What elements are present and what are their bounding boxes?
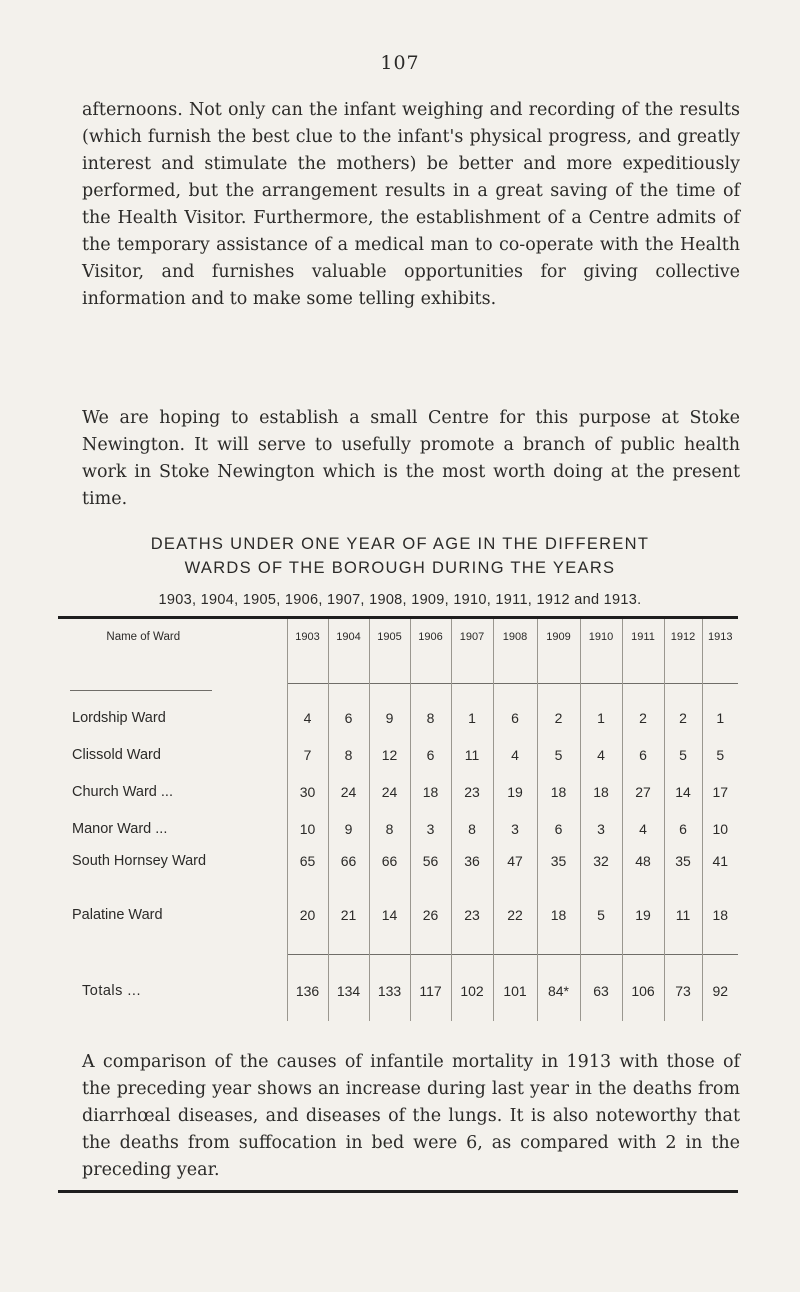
infant-deaths-table xyxy=(58,619,738,1021)
death-count: 47 xyxy=(493,848,537,897)
header-year: 1904 xyxy=(328,619,369,683)
death-count: 66 xyxy=(328,848,369,897)
ward-name: Palatine Ward xyxy=(72,907,163,923)
death-count: 19 xyxy=(493,774,537,811)
table-title-line-2: WARDS OF THE BOROUGH DURING THE YEARS xyxy=(184,559,616,577)
total-count: 92 xyxy=(702,973,738,1009)
table-header-row xyxy=(58,619,738,683)
header-underline-row xyxy=(58,683,738,700)
death-count: 1 xyxy=(702,700,738,737)
total-count: 84* xyxy=(537,973,580,1009)
death-count: 30 xyxy=(287,774,328,811)
death-count: 12 xyxy=(369,737,410,774)
header-year: 1908 xyxy=(493,619,537,683)
table-row xyxy=(58,737,738,774)
death-count: 4 xyxy=(622,811,664,848)
paragraph-centre-benefits: afternoons. Not only can the infant weighing and recording of the results (which furnish the best clue to the infant's physical progress, and greatly interest and stimulate the mothers) be better and more expeditiously performed, but the arrangement results in a great saving of the time of the Health Visitor. Furthermore, the establishment of a Centre admits of the temporary assistance of a medical man to co-operate with the Health Visitor, and furnishes valuable opportunities for giving collective information and to make some telling exhibits. xyxy=(82,100,740,309)
death-count: 10 xyxy=(702,811,738,848)
death-count: 2 xyxy=(664,700,702,737)
death-count: 8 xyxy=(369,811,410,848)
death-count: 2 xyxy=(537,700,580,737)
death-count: 27 xyxy=(622,774,664,811)
death-count: 23 xyxy=(451,897,493,934)
header-year: 1907 xyxy=(451,619,493,683)
header-year: 1912 xyxy=(664,619,702,683)
totals-label: Totals ... xyxy=(82,982,141,999)
death-count: 4 xyxy=(493,737,537,774)
total-count: 117 xyxy=(410,973,451,1009)
death-count: 32 xyxy=(580,848,622,897)
death-count: 26 xyxy=(410,897,451,934)
paragraph-stoke-newington-centre: We are hoping to establish a small Centre for this purpose at Stoke Newington. It will serve to usefully promote a branch of public health work in Stoke Newington which is the most worth doing at the present time. xyxy=(82,408,740,509)
death-count: 3 xyxy=(410,811,451,848)
death-count: 9 xyxy=(328,811,369,848)
death-count: 5 xyxy=(664,737,702,774)
paragraph-mortality-comparison: A comparison of the causes of infantile mortality in 1913 with those of the preceding year shows an increase during last year in the deaths from diarrhœal diseases, and diseases of the lungs. It is also noteworthy that the deaths from suffocation in bed were 6, as compared with 2 in the preceding year. xyxy=(82,1052,740,1180)
death-count: 5 xyxy=(702,737,738,774)
table-row xyxy=(58,811,738,848)
death-count: 14 xyxy=(664,774,702,811)
death-count: 9 xyxy=(369,700,410,737)
totals-row xyxy=(58,973,738,1009)
ward-name: Church Ward ... xyxy=(72,784,173,800)
death-count: 11 xyxy=(664,897,702,934)
death-count: 18 xyxy=(537,897,580,934)
header-year: 1910 xyxy=(580,619,622,683)
table-row xyxy=(58,848,738,897)
header-year: 1903 xyxy=(287,619,328,683)
death-count: 21 xyxy=(328,897,369,934)
table-row xyxy=(58,700,738,737)
death-count: 1 xyxy=(451,700,493,737)
death-count: 8 xyxy=(328,737,369,774)
header-underline xyxy=(58,683,287,700)
death-count: 3 xyxy=(580,811,622,848)
header-year: 1909 xyxy=(537,619,580,683)
header-year: 1911 xyxy=(622,619,664,683)
death-count: 24 xyxy=(369,774,410,811)
death-count: 56 xyxy=(410,848,451,897)
death-count: 6 xyxy=(410,737,451,774)
death-count: 6 xyxy=(664,811,702,848)
death-count: 35 xyxy=(664,848,702,897)
totals-separator-row xyxy=(58,954,738,973)
death-count: 14 xyxy=(369,897,410,934)
table-bottom-rule xyxy=(58,1190,738,1193)
death-count: 1 xyxy=(580,700,622,737)
death-count: 6 xyxy=(493,700,537,737)
spacer-row xyxy=(58,1009,738,1021)
death-count: 20 xyxy=(287,897,328,934)
death-count: 22 xyxy=(493,897,537,934)
death-count: 24 xyxy=(328,774,369,811)
death-count: 65 xyxy=(287,848,328,897)
death-count: 3 xyxy=(493,811,537,848)
table-title-years: 1903, 1904, 1905, 1906, 1907, 1908, 1909, 1910, 1911, 1912 and 1913. xyxy=(158,592,642,608)
total-count: 106 xyxy=(622,973,664,1009)
death-count: 18 xyxy=(410,774,451,811)
header-year: 1906 xyxy=(410,619,451,683)
death-count: 5 xyxy=(537,737,580,774)
death-count: 6 xyxy=(537,811,580,848)
table-row xyxy=(58,774,738,811)
page-number: 107 xyxy=(380,52,420,74)
death-count: 19 xyxy=(622,897,664,934)
ward-name: Clissold Ward xyxy=(72,747,161,763)
death-count: 17 xyxy=(702,774,738,811)
death-count: 48 xyxy=(622,848,664,897)
death-count: 8 xyxy=(410,700,451,737)
header-year: 1913 xyxy=(702,619,738,683)
total-count: 136 xyxy=(287,973,328,1009)
death-count: 41 xyxy=(702,848,738,897)
death-count: 5 xyxy=(580,897,622,934)
death-count: 4 xyxy=(287,700,328,737)
total-count: 73 xyxy=(664,973,702,1009)
death-count: 11 xyxy=(451,737,493,774)
table-row xyxy=(58,897,738,934)
table-title-line-1: DEATHS UNDER ONE YEAR OF AGE IN THE DIFFERENT xyxy=(150,535,650,553)
total-count: 102 xyxy=(451,973,493,1009)
spacer-row xyxy=(58,934,738,955)
death-count: 4 xyxy=(580,737,622,774)
death-count: 35 xyxy=(537,848,580,897)
death-count: 6 xyxy=(328,700,369,737)
death-count: 10 xyxy=(287,811,328,848)
death-count: 36 xyxy=(451,848,493,897)
death-count: 7 xyxy=(287,737,328,774)
total-count: 63 xyxy=(580,973,622,1009)
ward-name: Lordship Ward xyxy=(72,710,166,726)
death-count: 2 xyxy=(622,700,664,737)
total-count: 133 xyxy=(369,973,410,1009)
ward-name: Manor Ward ... xyxy=(72,821,168,837)
ward-name: South Hornsey Ward xyxy=(72,852,207,869)
death-count: 8 xyxy=(451,811,493,848)
death-count: 6 xyxy=(622,737,664,774)
death-count: 23 xyxy=(451,774,493,811)
total-count: 101 xyxy=(493,973,537,1009)
total-count: 134 xyxy=(328,973,369,1009)
header-name-of-ward: Name of Ward xyxy=(106,631,181,643)
death-count: 18 xyxy=(537,774,580,811)
death-count: 18 xyxy=(702,897,738,934)
header-year: 1905 xyxy=(369,619,410,683)
death-count: 18 xyxy=(580,774,622,811)
death-count: 66 xyxy=(369,848,410,897)
